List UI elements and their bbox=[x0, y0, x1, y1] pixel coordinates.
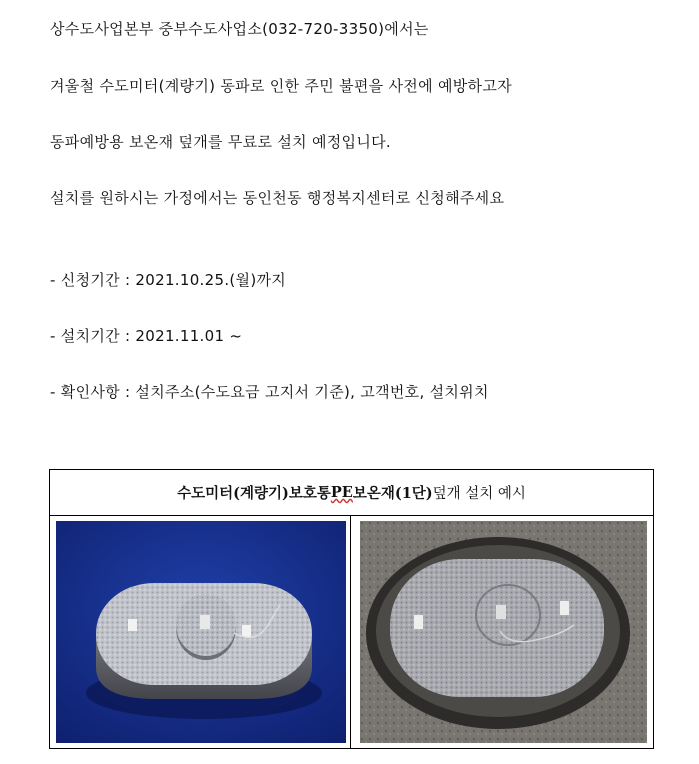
caption-meter-box: 수도미터(계량기)보호통 bbox=[177, 485, 331, 502]
installation-period: - 설치기간 : 2021.11.01 ~ bbox=[50, 327, 243, 345]
application-period: - 신청기간 : 2021.10.25.(월)까지 bbox=[50, 271, 287, 289]
notice-line-3: 동파예방용 보온재 덮개를 무료로 설치 예정입니다. bbox=[50, 133, 392, 151]
figure-caption bbox=[50, 470, 653, 516]
required-info: - 확인사항 : 설치주소(수도요금 고지서 기준), 고객번호, 설치위치 bbox=[50, 383, 489, 401]
caption-install-example: 덮개 설치 예시 bbox=[432, 486, 526, 502]
installation-example-table bbox=[49, 469, 654, 749]
insulation-cover-product-photo bbox=[56, 521, 346, 743]
notice-line-4: 설치를 원하시는 가정에서는 동인천동 행정복지센터로 신청해주세요 bbox=[50, 189, 505, 207]
caption-pe: PE bbox=[330, 484, 353, 501]
caption-insulation: 보온재(1단) bbox=[352, 485, 433, 502]
notice-line-1: 상수도사업본부 중부수도사업소(032-720-3350)에서는 bbox=[50, 20, 429, 38]
photo-divider bbox=[350, 516, 351, 749]
insulation-cover-installed-photo bbox=[360, 521, 647, 743]
notice-line-2: 겨울철 수도미터(계량기) 동파로 인한 주민 불편을 사전에 예방하고자 bbox=[50, 77, 512, 95]
